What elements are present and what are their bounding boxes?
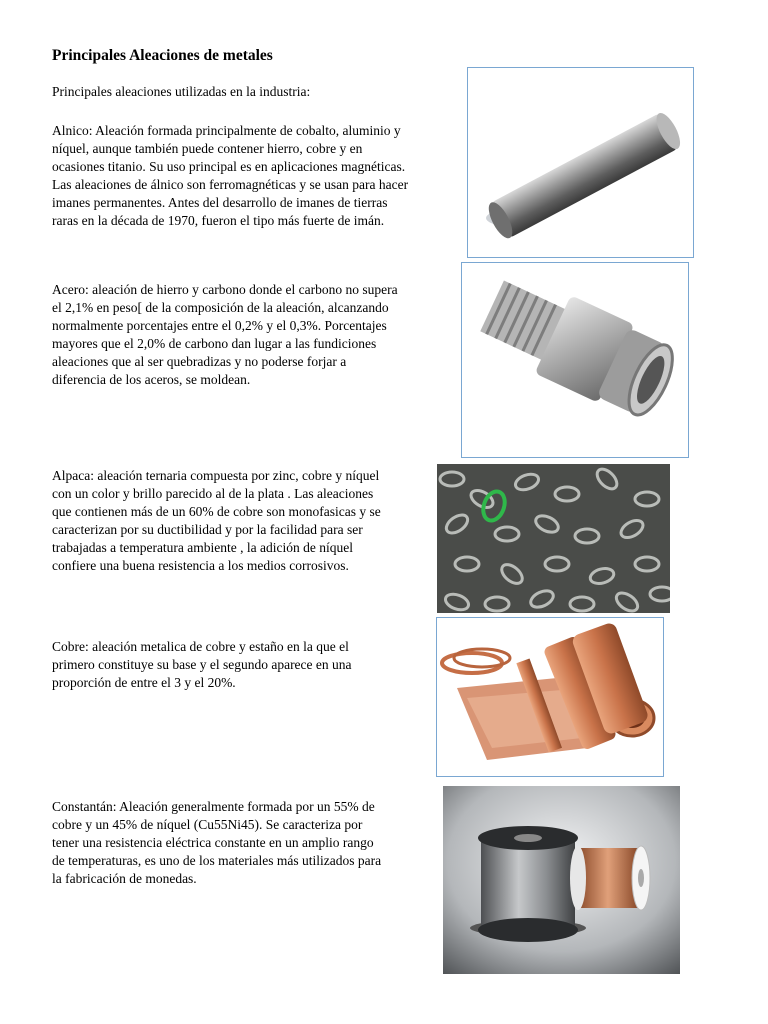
text-line: Las aleaciones de álnico son ferromagnéticas y se usan para hacer: [52, 177, 409, 192]
text-line: aleaciones que al ser quebradizas y no poderse forjar a: [52, 354, 347, 369]
text-line: trabajadas a temperatura ambiente , la adición de níquel: [52, 540, 353, 555]
text-line: con un color y brillo parecido al de la plata . Las aleaciones: [52, 486, 374, 501]
text-line: ocasiones titanio. Su uso principal es en aplicaciones magnéticas.: [52, 159, 406, 174]
text-line: caracterizan por su ductibilidad y por la facilidad para ser: [52, 522, 363, 537]
steel-fitting-image: [461, 262, 689, 458]
text-line: el 2,1% en peso[ de la composición de la aleación, alcanzando: [52, 300, 389, 315]
paragraph-acero: [52, 281, 398, 389]
text-line: que contienen más de un 60% de cobre son monofasicas y se: [52, 504, 381, 519]
text-line: imanes permanentes. Antes del desarrollo de imanes de tierras: [52, 195, 388, 210]
text-line: tener una resistencia eléctrica constante en un amplio rango: [52, 835, 374, 850]
text-line: la fabricación de monedas.: [52, 871, 197, 886]
text-line: Alpaca: aleación ternaria compuesta por zinc, cobre y níquel: [52, 468, 380, 483]
paragraph-cobre: [52, 638, 352, 692]
text-line: níquel, aunque también puede contener hierro, cobre y en: [52, 141, 363, 156]
text-line: mayores que el 2,0% de carbono dan lugar a las fundiciones: [52, 336, 377, 351]
text-line: Acero: aleación de hierro y carbono donde el carbono no supera: [52, 282, 398, 297]
text-line: cobre y un 45% de níquel (Cu55Ni45). Se caracteriza por: [52, 817, 363, 832]
paragraph-constantan: [52, 798, 381, 888]
paragraph-alpaca: [52, 467, 381, 575]
alnico-rod-image: [467, 67, 694, 258]
wire-spools-image: [443, 786, 680, 974]
text-line: diferencia de los aceros, se moldean.: [52, 372, 251, 387]
can-tabs-image: [437, 464, 670, 613]
text-line: proporción de entre el 3 y el 20%.: [52, 675, 236, 690]
text-line: Constantán: Aleación generalmente formada por un 55% de: [52, 799, 375, 814]
intro-text: Principales aleaciones utilizadas en la industria:: [52, 84, 311, 99]
text-line: raras en la década de 1970, fueron el tipo más fuerte de imán.: [52, 213, 385, 228]
text-line: primero constituye su base y el segundo aparece en una: [52, 657, 352, 672]
text-line: Cobre: aleación metalica de cobre y estaño en la que el: [52, 639, 349, 654]
document-title: Principales Aleaciones de metales: [52, 47, 273, 64]
text-line: Alnico: Aleación formada principalmente de cobalto, aluminio y: [52, 123, 401, 138]
text-line: de temperaturas, es uno de los materiales más utilizados para: [52, 853, 382, 868]
paragraph-alnico: [52, 122, 408, 230]
copper-products-image: [436, 617, 664, 777]
text-line: confiere una buena resistencia a los medios corrosivos.: [52, 558, 349, 573]
text-line: normalmente porcentajes entre el 0,2% y el 0,3%. Porcentajes: [52, 318, 387, 333]
